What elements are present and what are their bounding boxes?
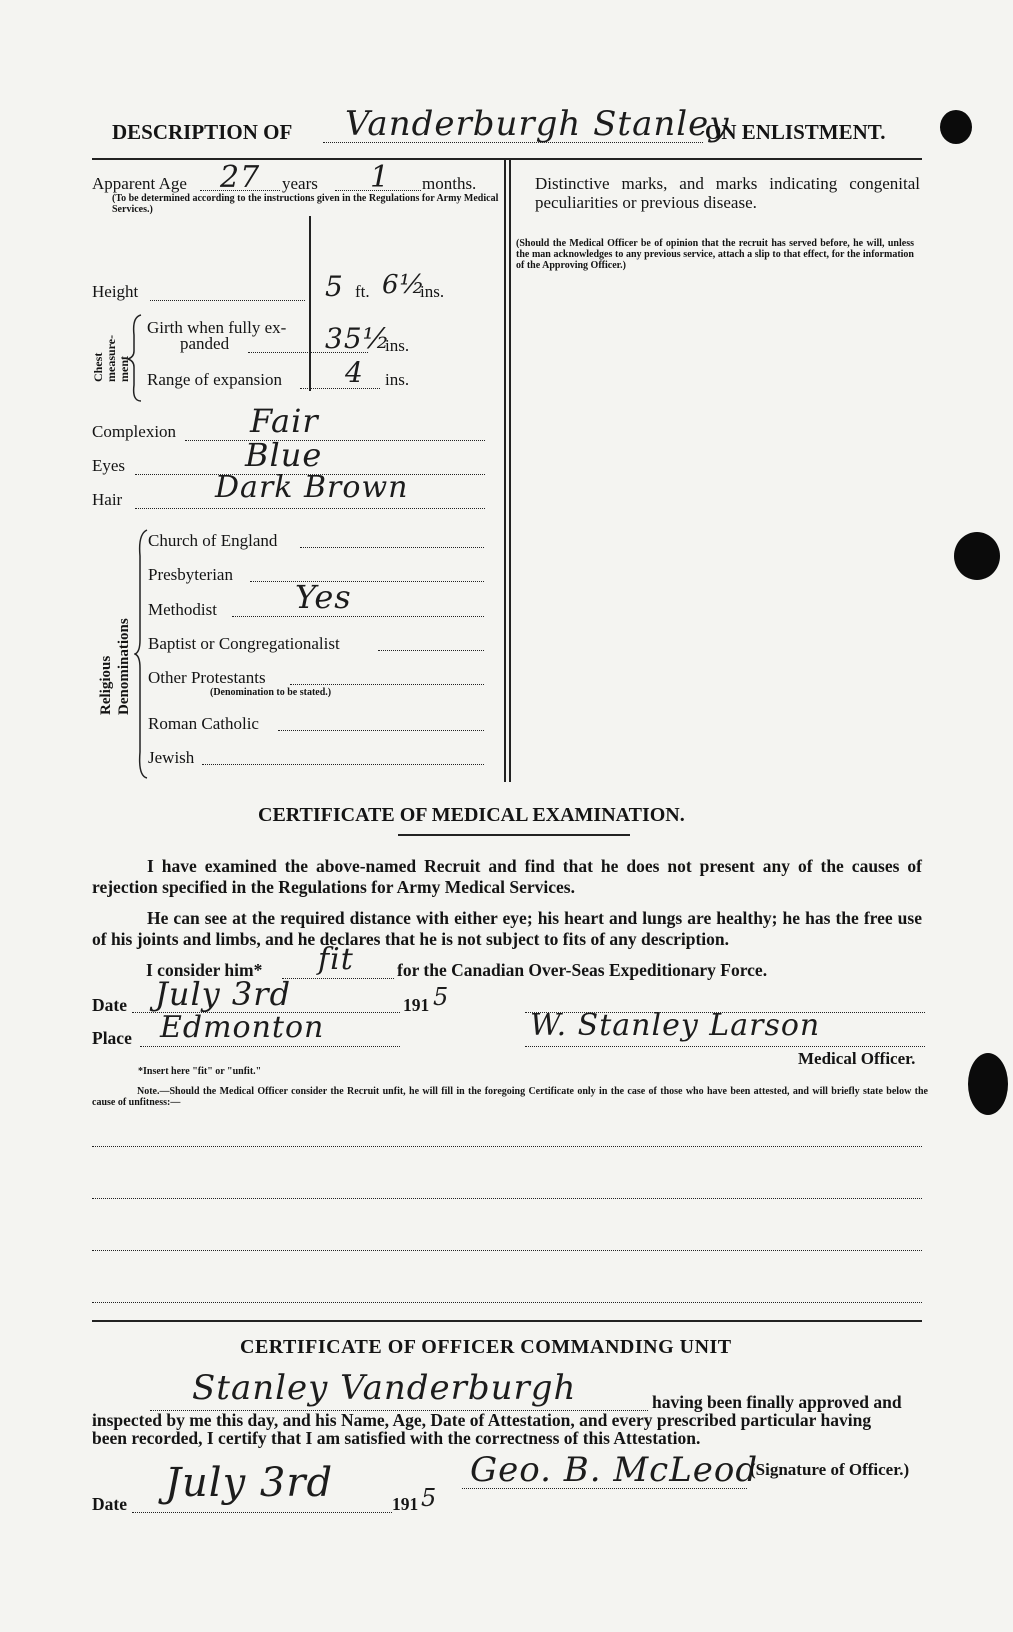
baptist-line [378,650,484,651]
church-of-england-label: Church of England [148,531,278,550]
medical-paragraph-2-text: He can see at the required distance with either eye; his heart and lungs are healthy; he has the free use of his joints and limbs, and he declares that he is not subject to fits of any description. [92,908,922,949]
ins-label: ins. [420,282,445,301]
age-years-hand: 27 [220,160,261,195]
punch-hole-top [940,110,972,144]
apparent-age-label: Apparent Age [92,174,187,193]
unfitness-line-3 [92,1250,922,1251]
consider-hand: fit [318,942,354,977]
unfitness-line-1 [92,1146,922,1147]
consider-line [282,978,394,979]
age-note-text: (To be determined according to the instructions given in the Regulations for Army Medical Services.) [112,193,499,215]
medical-year-hand: 5 [433,983,450,1011]
medical-officer-signature: W. Stanley Larson [530,1008,821,1043]
religion-group-label-1: Religious [98,655,114,715]
complexion-line [185,440,485,441]
age-years-line [200,190,280,191]
denomination-note: (Denomination to be stated.) [210,687,332,698]
punch-hole-bottom [968,1053,1008,1115]
punch-hole-middle [954,532,1000,580]
unfitness-line-4 [92,1302,922,1303]
medical-paragraph-1-text: I have examined the above-named Recruit and find that he does not present any of the causes of rejection specified in the Regulations for Army Medical Services. [92,856,922,897]
complexion-label: Complexion [92,422,177,441]
ft-label: ft. [355,282,370,301]
other-protestants-line [290,684,484,685]
methodist-hand: Yes [295,578,352,616]
hair-line [135,508,485,509]
church-line [300,547,484,548]
medical-date-label: Date [92,995,127,1015]
commanding-title: CERTIFICATE OF OFFICER COMMANDING UNIT [240,1336,732,1358]
presbyterian-line [250,581,484,582]
commanding-year-printed: 191 [392,1494,419,1514]
medical-date-hand: July 3rd [155,975,292,1013]
insert-note: *Insert here "fit" or "unfit." [138,1066,262,1077]
header-suffix: ON ENLISTMENT. [705,120,886,144]
unfitness-line-2 [92,1198,922,1199]
commanding-line-2: inspected by me this day, and his Name, Age, Date of Attestation, and every prescribed particular having [92,1410,872,1430]
medical-paragraph-2 [92,908,922,950]
girth-label-1: Girth when fully ex- [147,318,287,337]
place-hand: Edmonton [160,1010,325,1045]
roman-catholic-line [278,730,484,731]
medical-year-printed: 191 [403,995,430,1015]
commanding-date-line [132,1512,392,1513]
medical-paragraph-1 [92,856,922,898]
commanding-signature-line [462,1488,747,1489]
age-months-hand: 1 [370,160,391,195]
other-protestants-label: Other Protestants [148,668,266,687]
months-label: months. [422,174,477,193]
girth-hand: 35½ [325,322,391,355]
medical-officer-label: Medical Officer. [798,1049,916,1068]
commanding-date-hand: July 3rd [165,1460,334,1506]
place-line [140,1046,400,1047]
eyes-label: Eyes [92,456,126,475]
years-label: years [282,174,318,193]
hair-hand: Dark Brown [215,470,409,505]
height-line [150,300,305,301]
roman-catholic-label: Roman Catholic [148,714,259,733]
distinctive-marks-title-text: Distinctive marks, and marks indicating congenital peculiarities or previous disease. [535,174,920,212]
distinctive-marks-title [535,174,920,212]
commanding-signature: Geo. B. McLeod [470,1450,759,1490]
jewish-label: Jewish [148,748,195,767]
commanding-year-hand: 5 [421,1484,438,1512]
commanding-line-1: having been finally approved and [652,1392,902,1412]
commanding-name-hand: Stanley Vanderburgh [192,1368,577,1408]
complexion-hand: Fair [250,402,319,440]
height-in-hand: 6½ [382,270,426,300]
height-label: Height [92,282,139,301]
header-name-handwritten: Vanderburgh Stanley [345,104,730,144]
chest-brace [126,313,146,403]
girth-label-2: panded [180,334,230,353]
religion-group-label-2: Denominations [116,618,132,715]
age-months-line [335,190,421,191]
left-inner-vertical [309,216,311,391]
medical-title: CERTIFICATE OF MEDICAL EXAMINATION. [258,804,685,826]
baptist-label: Baptist or Congregationalist [148,634,340,653]
age-note [112,193,502,215]
methodist-label: Methodist [148,600,217,619]
consider-prefix: I consider him* [146,960,263,980]
unfit-note [92,1086,928,1108]
height-ft-hand: 5 [325,270,344,303]
range-label: Range of expansion [147,370,283,389]
range-hand: 4 [345,356,364,389]
commanding-date-label: Date [92,1494,127,1514]
header-rule [92,158,922,160]
signature-of-officer-label: (Signature of Officer.) [750,1460,910,1479]
girth-ins-label: ins. [385,336,410,355]
range-line [300,388,380,389]
jewish-line [202,764,484,765]
commanding-line-3: been recorded, I certify that I am satisfied with the correctness of this Attestation. [92,1428,701,1448]
consider-suffix: for the Canadian Over-Seas Expeditionary Force. [397,960,768,980]
previous-service-note-text: (Should the Medical Officer be of opinion that the recruit has served before, he will, unless the man acknowledges to any previous service, attach a slip to that effect, for the information of the Approving Officer.) [516,238,914,271]
medical-signature-line [525,1046,925,1047]
header-prefix: DESCRIPTION OF [112,120,293,144]
column-divider-1 [504,160,506,782]
medical-title-underline [398,834,630,836]
presbyterian-label: Presbyterian [148,565,233,584]
column-divider-2 [509,160,511,782]
eyes-hand: Blue [245,436,323,474]
hair-label: Hair [92,490,123,509]
range-ins-label: ins. [385,370,410,389]
commanding-rule [92,1320,922,1322]
place-label: Place [92,1028,132,1048]
methodist-line [232,616,484,617]
chest-group-label-text: Chest measure- ment [91,334,131,382]
unfit-note-text: Note.—Should the Medical Officer consider the Recruit unfit, he will fill in the foregoing Certificate only in the case of those who have been attested, and will briefly state below the cause of unfitness:— [92,1086,928,1108]
header-name-line [323,142,703,143]
previous-service-note [516,238,914,271]
